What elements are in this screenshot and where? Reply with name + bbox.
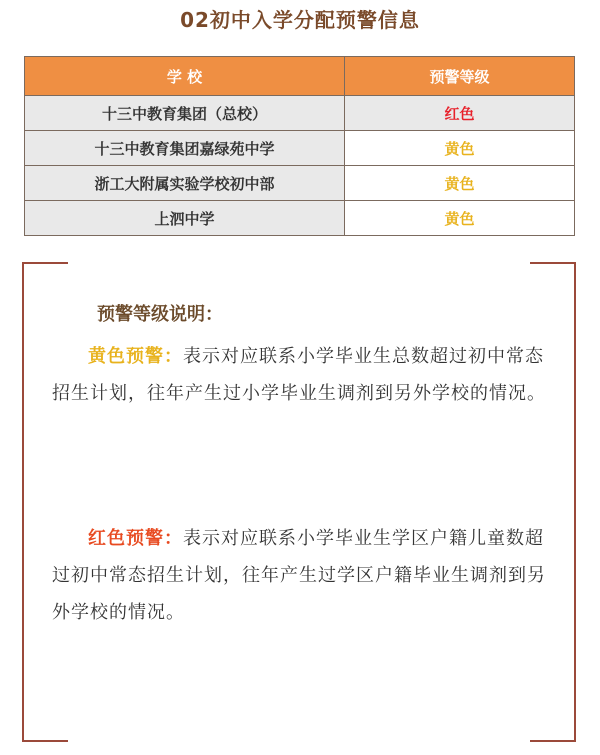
column-header-school: 学 校 [25, 57, 345, 96]
frame-corner [530, 696, 576, 742]
frame-side-line [22, 262, 24, 742]
school-name: 十三中教育集团嘉绿苑中学 [25, 131, 345, 166]
frame-corner [22, 262, 68, 308]
warning-table [24, 56, 575, 236]
school-name: 上泗中学 [25, 201, 345, 236]
warning-level: 红色 [345, 96, 575, 131]
warning-level: 黄色 [345, 201, 575, 236]
red-warning-paragraph [52, 520, 552, 631]
table-row [25, 131, 575, 166]
yellow-warning-label: 黄色预警： [88, 346, 183, 367]
red-warning-label: 红色预警： [88, 528, 183, 549]
table-row [25, 166, 575, 201]
warning-level: 黄色 [345, 131, 575, 166]
page-title: 02初中入学分配预警信息 [180, 8, 420, 32]
frame-side-line [574, 262, 576, 742]
frame-corner [22, 696, 68, 742]
explanation-box [22, 262, 576, 742]
yellow-warning-paragraph [52, 338, 552, 412]
table-header-row [25, 57, 575, 96]
explanation-heading: 预警等级说明： [97, 304, 223, 325]
red-warning-text: 表示对应联系小学毕业生学区户籍儿童数超过初中常态招生计划，往年产生过学区户籍毕业生调剂到另外学校的情况。 [52, 528, 546, 623]
school-name: 浙工大附属实验学校初中部 [25, 166, 345, 201]
yellow-warning-text: 表示对应联系小学毕业生总数超过初中常态招生计划，往年产生过小学毕业生调剂到另外学校的情况。 [52, 346, 546, 404]
table-row [25, 96, 575, 131]
school-name: 十三中教育集团（总校） [25, 96, 345, 131]
table-row [25, 201, 575, 236]
column-header-level: 预警等级 [345, 57, 575, 96]
warning-level: 黄色 [345, 166, 575, 201]
frame-corner [530, 262, 576, 308]
